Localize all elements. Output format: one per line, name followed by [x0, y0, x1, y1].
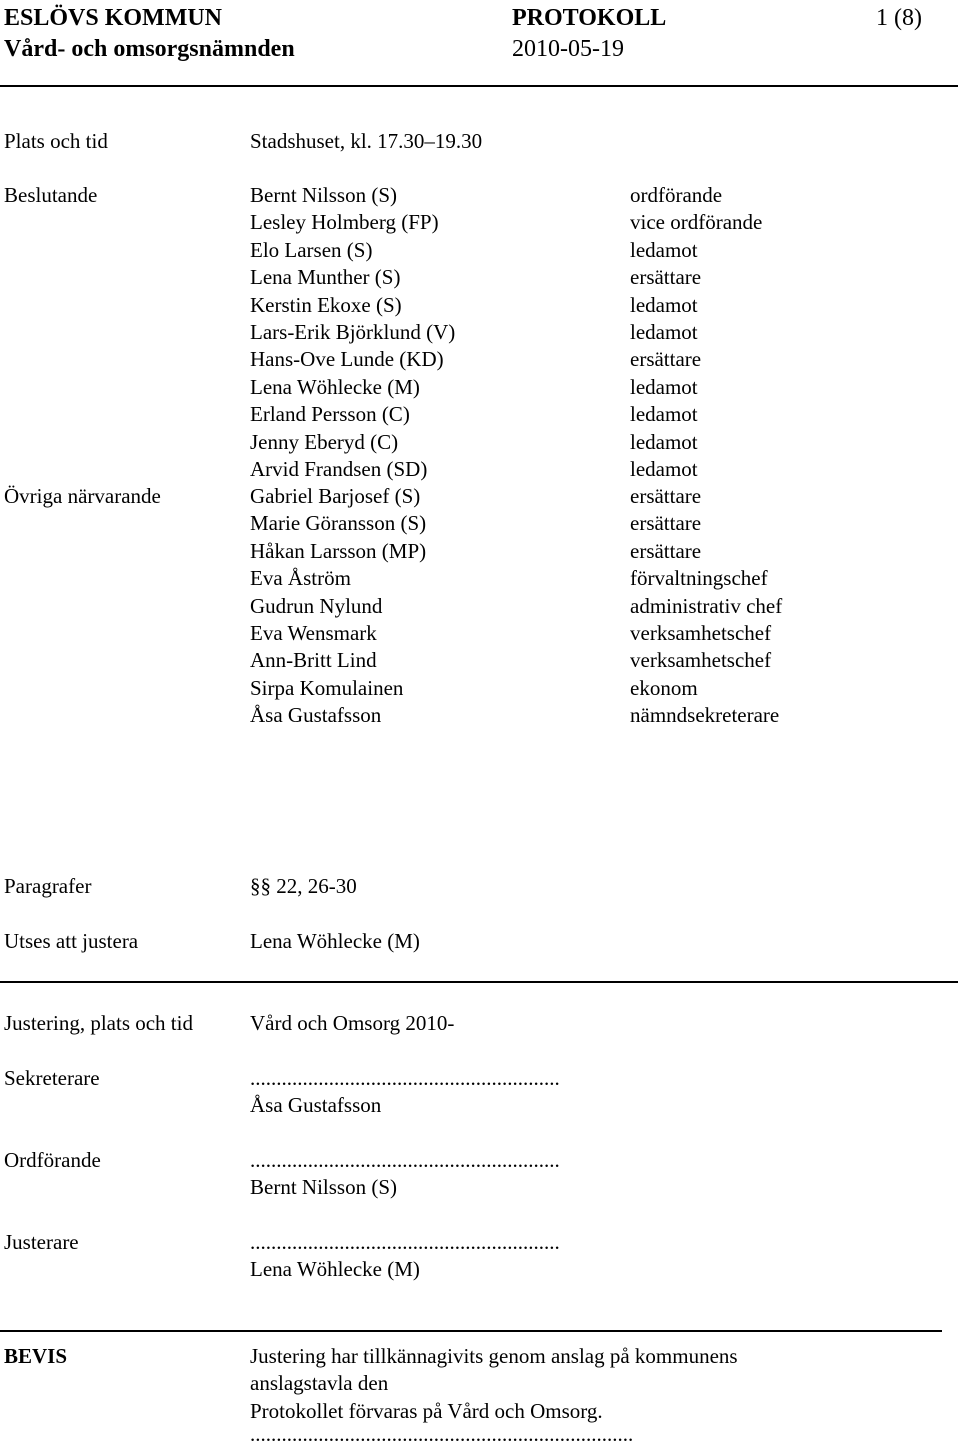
- justering-label: Justering, plats och tid: [4, 1011, 193, 1035]
- committee-name: Vård- och omsorgsnämnden: [4, 36, 295, 62]
- member-name: Lena Wöhlecke (M): [250, 374, 420, 399]
- member-name: Lena Munther (S): [250, 265, 401, 290]
- member-role: ledamot: [630, 374, 698, 399]
- member-name: Bernt Nilsson (S): [250, 183, 397, 207]
- utses-value: Lena Wöhlecke (M): [250, 929, 420, 953]
- ovriga-roles: [630, 483, 782, 730]
- attendee-name: Ann-Britt Lind: [250, 648, 377, 673]
- attendee-name: Marie Göransson (S): [250, 511, 427, 536]
- attendee-name: Sirpa Komulainen: [250, 675, 404, 700]
- place-time-value: Stadshuset, kl. 17.30–19.30: [250, 129, 483, 153]
- attendee-role: förvaltningschef: [630, 566, 768, 591]
- bevis-label: BEVIS: [4, 1344, 68, 1368]
- member-name: Jenny Eberyd (C): [250, 429, 399, 454]
- utses-label: Utses att justera: [4, 929, 139, 953]
- paragrafer-label: Paragrafer: [4, 874, 92, 898]
- bevis-line-3: Protokollet förvaras på Vård och Omsorg.: [250, 1399, 603, 1423]
- org-name: ESLÖVS KOMMUN: [4, 5, 223, 31]
- meeting-date: 2010-05-19: [512, 36, 624, 62]
- ordforande-name: Bernt Nilsson (S): [250, 1175, 397, 1199]
- member-name: Lesley Holmberg (FP): [250, 210, 439, 235]
- attendee-name: Gudrun Nylund: [250, 593, 383, 618]
- attendee-role: ersättare: [630, 511, 702, 536]
- doc-type: PROTOKOLL: [512, 5, 667, 31]
- member-role: ledamot: [630, 292, 698, 317]
- justerare-signature-line: ...........................................................: [250, 1230, 560, 1254]
- attendee-name: Eva Wensmark: [250, 620, 377, 645]
- sekreterare-name: Åsa Gustafsson: [250, 1093, 382, 1117]
- attendee-role: ersättare: [630, 484, 702, 508]
- ordforande-signature-line: ...........................................................: [250, 1148, 560, 1172]
- beslutande-roles: [630, 182, 762, 483]
- member-role: ledamot: [630, 237, 698, 262]
- ovriga-label: Övriga närvarande: [4, 484, 161, 508]
- ovriga-names: [250, 483, 426, 730]
- bevis-divider: [0, 1330, 942, 1332]
- member-name: Kerstin Ekoxe (S): [250, 292, 402, 317]
- member-role: ledamot: [630, 456, 698, 481]
- attendee-name: Håkan Larsson (MP): [250, 538, 427, 563]
- member-name: Arvid Frandsen (SD): [250, 456, 428, 481]
- bevis-line-2: anslagstavla den: [250, 1371, 389, 1395]
- header-divider: [0, 85, 958, 87]
- attendee-role: administrativ chef: [630, 593, 783, 618]
- beslutande-names: [250, 182, 455, 483]
- attendee-role: ekonom: [630, 675, 698, 700]
- sekreterare-signature-line: ...........................................................: [250, 1066, 560, 1090]
- sekreterare-label: Sekreterare: [4, 1066, 100, 1090]
- paragrafer-value: §§ 22, 26-30: [250, 874, 357, 898]
- attendee-role: verksamhetschef: [630, 620, 772, 645]
- page-number: 1 (8): [876, 5, 922, 31]
- justering-value: Vård och Omsorg 2010-: [250, 1011, 455, 1035]
- member-role: ersättare: [630, 265, 702, 290]
- justerare-label: Justerare: [4, 1230, 79, 1254]
- member-role: ersättare: [630, 347, 702, 372]
- member-role: ledamot: [630, 429, 698, 454]
- bevis-signature-line: .........................................................................: [250, 1422, 634, 1446]
- ordforande-label: Ordförande: [4, 1148, 101, 1172]
- attendee-name: Gabriel Barjosef (S): [250, 484, 421, 508]
- place-time-label: Plats och tid: [4, 129, 108, 153]
- member-role: vice ordförande: [630, 210, 763, 235]
- beslutande-label: Beslutande: [4, 183, 98, 207]
- member-name: Elo Larsen (S): [250, 237, 373, 262]
- member-name: Lars-Erik Björklund (V): [250, 319, 456, 344]
- attendee-role: verksamhetschef: [630, 648, 772, 673]
- member-name: Erland Persson (C): [250, 402, 410, 427]
- member-name: Hans-Ove Lunde (KD): [250, 347, 444, 372]
- justerare-name: Lena Wöhlecke (M): [250, 1257, 420, 1281]
- attendee-role: nämndsekreterare: [630, 703, 780, 728]
- bevis-line-1: Justering har tillkännagivits genom anslag på kommunens: [250, 1344, 738, 1368]
- member-role: ledamot: [630, 402, 698, 427]
- member-role: ordförande: [630, 183, 723, 207]
- attendee-name: Eva Åström: [250, 566, 351, 591]
- attendee-role: ersättare: [630, 538, 702, 563]
- section-divider: [0, 981, 958, 983]
- member-role: ledamot: [630, 319, 698, 344]
- attendee-name: Åsa Gustafsson: [250, 703, 382, 728]
